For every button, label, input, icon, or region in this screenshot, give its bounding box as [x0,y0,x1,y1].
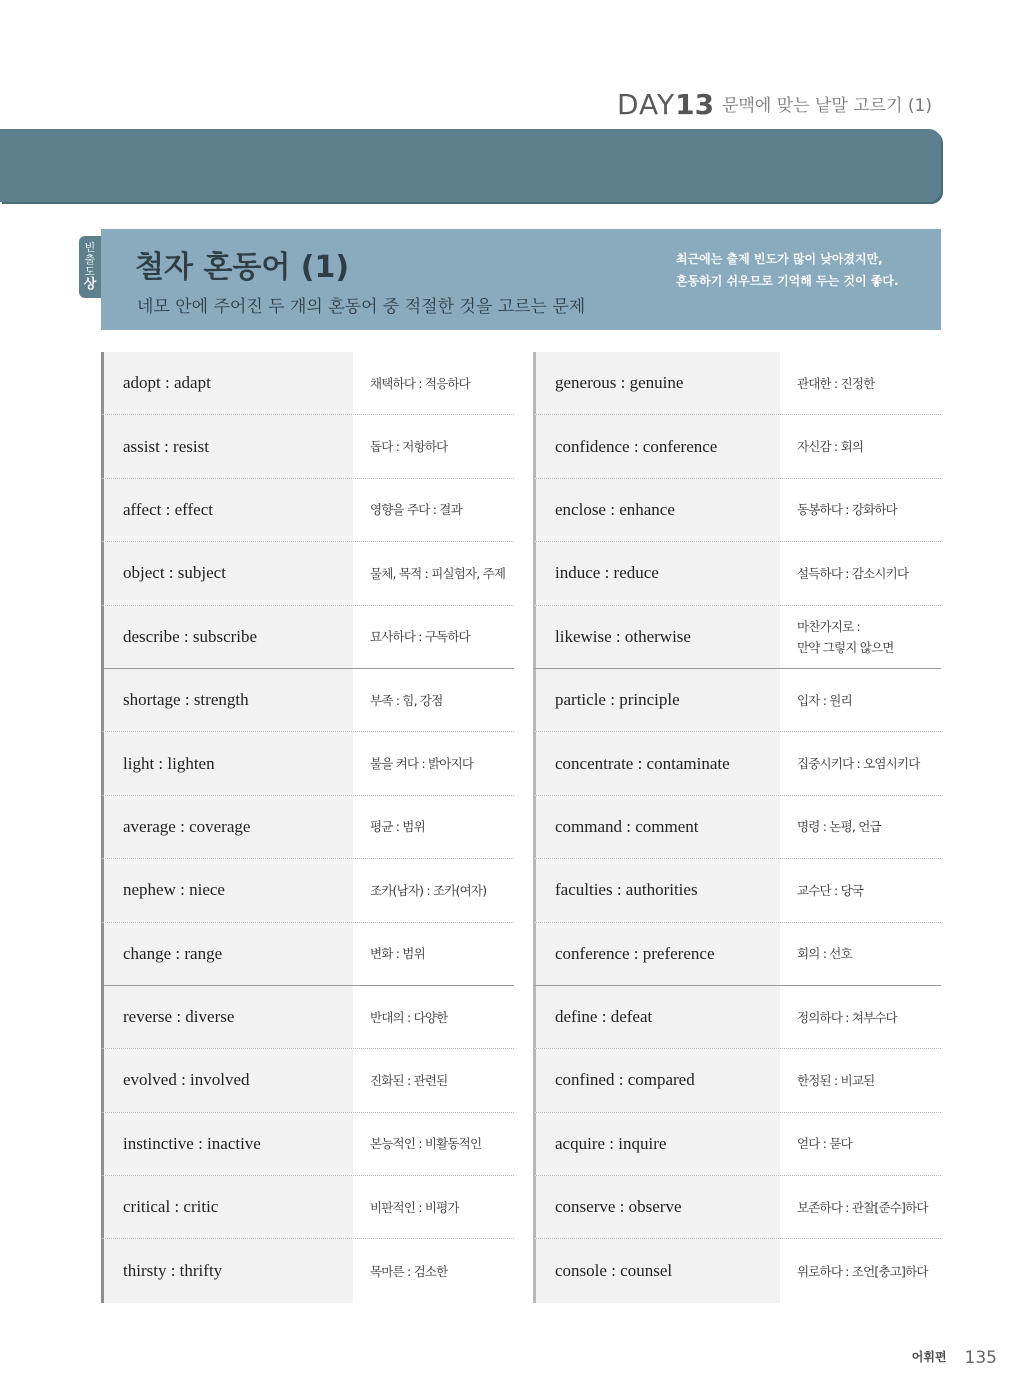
table-row [101,796,514,859]
table-row [101,923,514,986]
word-meaning: 한정된 : 비교된 [797,1072,875,1088]
right-word-table [533,352,941,1303]
word-meaning: 비판적인 : 비평가 [370,1199,459,1215]
table-row [533,923,941,986]
table-row [533,796,941,859]
frequency-tag-char: 빈 [84,241,96,254]
confusable-word-pair: command : comment [536,796,780,858]
word-meaning: 변화 : 범위 [370,946,425,962]
word-meaning: 부족 : 힘, 강점 [370,692,443,708]
word-meaning: 불을 켜다 : 밝아지다 [370,756,474,772]
confusable-word-pair: conserve : observe [536,1176,780,1238]
confusable-word-pair: confined : compared [536,1049,780,1111]
frequency-tag [79,236,101,298]
table-row [533,1049,941,1112]
table-row [101,1176,514,1239]
word-meaning-line: 마찬가지로 : [797,618,860,634]
word-meaning: 회의 : 선호 [797,946,852,962]
confusable-word-pair: light : lighten [104,732,353,794]
word-meaning: 목마른 : 검소한 [370,1263,448,1279]
word-meaning: 반대의 : 다양한 [370,1009,448,1025]
word-meaning: 동봉하다 : 강화하다 [797,502,897,518]
table-row [533,542,941,605]
table-row [533,479,941,542]
page-number: 135 [964,1348,997,1368]
table-row [533,669,941,732]
frequency-tag-level: 상 [83,277,97,292]
word-meaning [780,606,941,668]
word-meaning: 물체, 목적 : 피실험자, 주제 [370,565,506,581]
table-row [101,732,514,795]
table-row [101,352,514,415]
confusable-word-pair: faculties : authorities [536,859,780,921]
confusable-word-pair: concentrate : contaminate [536,732,780,794]
confusable-word-pair: reverse : diverse [104,986,353,1048]
table-row [101,606,514,669]
day-header [0,88,932,121]
table-row [533,1176,941,1239]
confusable-word-pair: likewise : otherwise [536,606,780,668]
table-row [101,1113,514,1176]
confusable-word-pair: nephew : niece [104,859,353,921]
word-meaning: 평균 : 범위 [370,819,425,835]
table-row [533,732,941,795]
confusable-word-pair: define : defeat [536,986,780,1048]
confusable-word-pair: change : range [104,923,353,985]
table-row [533,352,941,415]
table-row [533,1239,941,1302]
confusable-word-pair: evolved : involved [104,1049,353,1111]
word-meaning: 돕다 : 저항하다 [370,439,448,455]
section-note-line: 최근에는 출제 빈도가 많이 낮아졌지만, [676,252,883,266]
table-row [101,479,514,542]
header-banner-bar [0,129,941,202]
confusable-word-pair: generous : genuine [536,352,780,414]
word-meaning: 위로하다 : 조언[충고]하다 [797,1263,928,1279]
page-footer [0,1348,997,1368]
table-row [101,859,514,922]
confusable-word-pair: object : subject [104,542,353,604]
table-row [101,986,514,1049]
confusable-word-pair: thirsty : thrifty [104,1239,353,1302]
confusable-word-pair: adopt : adapt [104,352,353,414]
frequency-tag-char: 도 [84,265,96,278]
section-title-box [101,229,941,330]
table-row [101,415,514,478]
word-meaning: 본능적인 : 비활동적인 [370,1136,482,1152]
confusable-word-pair: induce : reduce [536,542,780,604]
word-meaning: 얻다 : 묻다 [797,1136,852,1152]
word-meaning: 명령 : 논평, 언급 [797,819,881,835]
word-meaning: 보존하다 : 관찰[준수]하다 [797,1199,928,1215]
confusable-word-pair: describe : subscribe [104,606,353,668]
left-word-table [101,352,514,1303]
confusable-word-pair: conference : preference [536,923,780,985]
confusable-word-pair: console : counsel [536,1239,780,1302]
word-meaning: 묘사하다 : 구독하다 [370,629,470,645]
word-meaning: 교수단 : 당국 [797,882,864,898]
confusable-word-pair: particle : principle [536,669,780,731]
word-meaning-line: 만약 그렇지 않으면 [797,639,894,655]
word-meaning: 집중시키다 : 오염시키다 [797,756,920,772]
confusable-word-pair: affect : effect [104,479,353,541]
word-meaning: 관대한 : 진정한 [797,375,875,391]
word-meaning: 진화된 : 관련된 [370,1072,448,1088]
word-meaning: 입자 : 원리 [797,692,852,708]
table-row [101,1049,514,1112]
confusable-word-pair: shortage : strength [104,669,353,731]
confusable-word-pair: assist : resist [104,415,353,477]
word-meaning: 채택하다 : 적응하다 [370,375,470,391]
word-meaning: 조카(남자) : 조카(여자) [370,882,487,898]
confusable-word-pair: critical : critic [104,1176,353,1238]
day-word: DAY [616,88,676,121]
table-row [533,606,941,669]
frequency-tag-char: 출 [84,253,96,266]
section-title: 철자 혼동어 (1) [135,250,350,285]
confusable-word-pair: confidence : conference [536,415,780,477]
day-subtitle: 문맥에 맞는 낱말 고르기 (1) [722,96,932,116]
footer-section-label: 어휘편 [911,1350,947,1364]
section-note-line: 혼동하기 쉬우므로 기억해 두는 것이 좋다. [676,274,899,288]
table-row [533,1113,941,1176]
table-row [101,542,514,605]
confusable-word-pair: instinctive : inactive [104,1113,353,1175]
word-meaning: 영향을 주다 : 결과 [370,502,462,518]
confusable-word-pair: acquire : inquire [536,1113,780,1175]
table-row [101,669,514,732]
table-row [101,1239,514,1302]
word-meaning: 자신감 : 회의 [797,439,864,455]
section-note [676,248,899,292]
table-row [533,859,941,922]
table-row [533,415,941,478]
word-meaning: 설득하다 : 감소시키다 [797,565,909,581]
confusable-word-pair: average : coverage [104,796,353,858]
table-row [533,986,941,1049]
day-number: 13 [675,88,715,121]
section-description: 네모 안에 주어진 두 개의 혼동어 중 적절한 것을 고르는 문제 [137,297,586,317]
word-meaning: 정의하다 : 쳐부수다 [797,1009,897,1025]
confusable-word-pair: enclose : enhance [536,479,780,541]
